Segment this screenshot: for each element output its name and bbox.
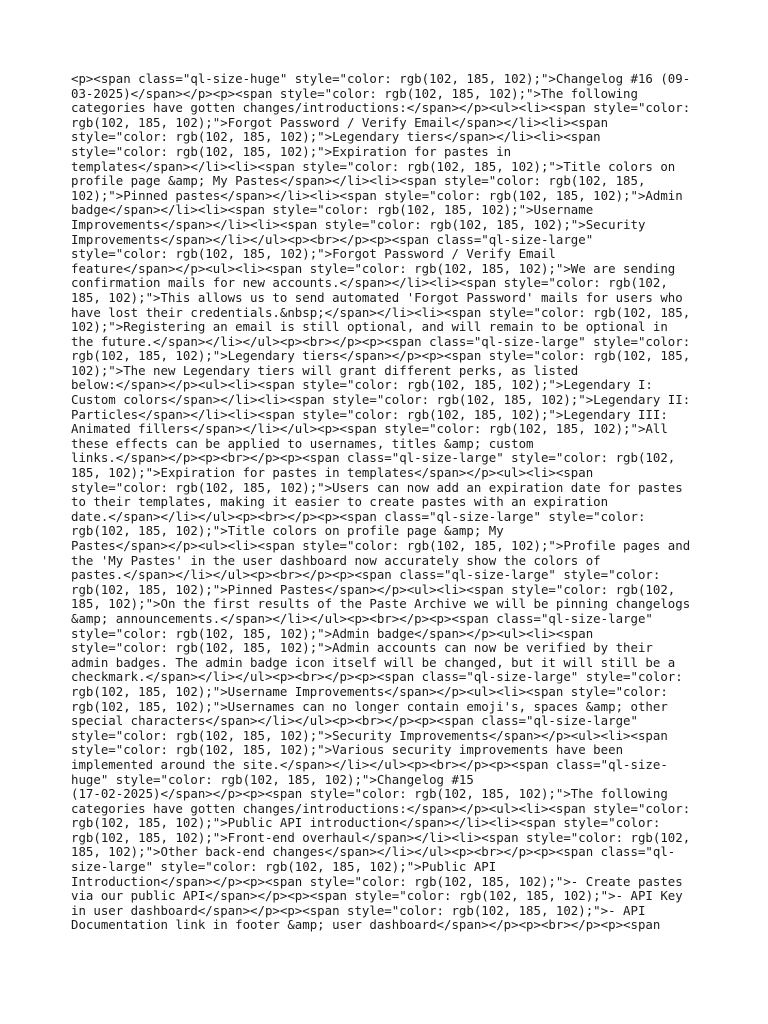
text-line: categories have gotten changes/introductions:</span></p><ul><li><span style="color: [71, 800, 691, 816]
text-line: style="color: rgb(102, 185, 102);">Users can now add an expiration date for pastes [71, 479, 683, 495]
text-line: rgb(102, 185, 102);">Front-end overhaul</span></li><li><span style="color: rgb(102, [71, 829, 691, 845]
text-line: Introduction</span></p><p><span style="color: rgb(102, 185, 102);">- Create pastes [71, 873, 683, 889]
text-line: size-large" style="color: rgb(102, 185, 102);">Public API [71, 859, 497, 875]
text-line: rgb(102, 185, 102);">Forgot Password / Verify Email</span></li><li><span [71, 114, 609, 130]
text-line: rgb(102, 185, 102);">Public API introduction</span></li><li><span style="color: [71, 815, 661, 831]
text-line: Improvements</span></li></ul><p><br></p><p><span class="ql-size-large" [71, 231, 594, 247]
text-line: the 'My Pastes' in the user dashboard now accurately show the colors of [71, 552, 601, 568]
text-line: Improvements</span></li><li><span style="color: rgb(102, 185, 102);">Security [71, 216, 646, 232]
document-page [71, 72, 701, 933]
text-line: have lost their credentials.&nbsp;</span></li><li><span style="color: rgb(102, 185, [71, 304, 691, 320]
text-line: the future.</span></li></ul><p><br></p><p><span class="ql-size-large" style="color: [71, 333, 691, 349]
text-line: &amp; announcements.</span></li></ul><p><br></p><p><span class="ql-size-large" [71, 610, 653, 626]
text-line: rgb(102, 185, 102);">Usernames can no longer contain emoji's, spaces &amp; other [71, 698, 668, 714]
text-line: confirmation mails for new accounts.</span></li><li><span style="color: rgb(102, [71, 275, 668, 291]
text-line: style="color: rgb(102, 185, 102);">Security Improvements</span></p><ul><li><span [71, 727, 668, 743]
text-line: via our public API</span></p><p><span style="color: rgb(102, 185, 102);">- API Key [71, 888, 683, 904]
text-line: style="color: rgb(102, 185, 102);">Expiration for pastes in [71, 143, 512, 159]
text-line: Particles</span></li><li><span style="color: rgb(102, 185, 102);">Legendary III: [71, 406, 668, 422]
text-line: 102);">Pinned pastes</span></li><li><span style="color: rgb(102, 185, 102);">Admin [71, 187, 683, 203]
text-line: 185, 102);">This allows us to send automated 'Forgot Password' mails for users who [71, 289, 683, 305]
text-line: date.</span></li></ul><p><br></p><p><span class="ql-size-large" style="color: [71, 508, 646, 524]
text-line: below:</span></p><ul><li><span style="color: rgb(102, 185, 102);">Legendary I: [71, 377, 653, 393]
text-line: Custom colors</span></li><li><span style="color: rgb(102, 185, 102);">Legendary II: [71, 392, 691, 408]
text-line: templates</span></li><li><span style="color: rgb(102, 185, 102);">Title colors on [71, 158, 676, 174]
text-line: pastes.</span></li></ul><p><br></p><p><span class="ql-size-large" style="color: [71, 567, 661, 583]
text-line: checkmark.</span></li></ul><p><br></p><p><span class="ql-size-large" style="color: [71, 669, 683, 685]
text-line: profile page &amp; My Pastes</span></li><li><span style="color: rgb(102, 185, [71, 173, 646, 189]
text-line: 185, 102);">Other back-end changes</span></li></ul><p><br></p><p><span class="ql- [71, 844, 676, 860]
text-line: Documentation link in footer &amp; user dashboard</span></p><p><br></p><p><span [71, 917, 661, 933]
text-line: 102);">The new Legendary tiers will grant different perks, as listed [71, 362, 579, 378]
text-line: to their templates, making it easier to create pastes with an expiration [71, 494, 609, 510]
text-line: huge" style="color: rgb(102, 185, 102);">Changelog #15 [71, 771, 474, 787]
text-line: rgb(102, 185, 102);">Legendary tiers</span></p><p><span style="color: rgb(102, 185, [71, 348, 691, 364]
text-line: implemented around the site.</span></li></ul><p><br></p><p><span class="ql-size- [71, 756, 668, 772]
html-source-text [71, 72, 701, 933]
text-line: in user dashboard</span></p><p><span style="color: rgb(102, 185, 102);">- API [71, 902, 646, 918]
text-line: badge</span></li><li><span style="color: rgb(102, 185, 102);">Username [71, 202, 594, 218]
text-line: links.</span></p><p><br></p><p><span class="ql-size-large" style="color: rgb(102, [71, 450, 676, 466]
text-line: admin badges. The admin badge icon itself will be changed, but it will still be a [71, 654, 676, 670]
text-line: categories have gotten changes/introductions:</span></p><ul><li><span style="color: [71, 100, 691, 116]
text-line: 185, 102);">Expiration for pastes in templates</span></p><ul><li><span [71, 465, 594, 481]
text-line: (17-02-2025)</span></p><p><span style="color: rgb(102, 185, 102);">The following [71, 786, 668, 802]
text-line: <p><span class="ql-size-huge" style="color: rgb(102, 185, 102);">Changelog #16 (09- [71, 71, 691, 86]
text-line: Pastes</span></p><ul><li><span style="color: rgb(102, 185, 102);">Profile pages and [71, 538, 691, 553]
text-line: Animated fillers</span></li></ul><p><span style="color: rgb(102, 185, 102);">All [71, 421, 668, 437]
text-line: style="color: rgb(102, 185, 102);">Various security improvements have been [71, 742, 624, 758]
text-line: style="color: rgb(102, 185, 102);">Forgot Password / Verify Email [71, 246, 556, 262]
text-line: style="color: rgb(102, 185, 102);">Admin accounts can now be verified by their [71, 640, 653, 656]
text-line: these effects can be applied to usernames, titles &amp; custom [71, 435, 534, 451]
text-line: 185, 102);">On the first results of the Paste Archive we will be pinning changelogs [71, 596, 691, 612]
text-line: rgb(102, 185, 102);">Pinned Pastes</span></p><ul><li><span style="color: rgb(102, [71, 581, 676, 597]
text-line: special characters</span></li></ul><p><br></p><p><span class="ql-size-large" [71, 713, 638, 729]
text-line: feature</span></p><ul><li><span style="color: rgb(102, 185, 102);">We are sending [71, 260, 676, 276]
text-line: 03-2025)</span></p><p><span style="color: rgb(102, 185, 102);">The following [71, 85, 638, 101]
text-line: 102);">Registering an email is still optional, and will remain to be optional in [71, 319, 668, 335]
text-line: style="color: rgb(102, 185, 102);">Admin badge</span></p><ul><li><span [71, 625, 594, 641]
text-line: style="color: rgb(102, 185, 102);">Legendary tiers</span></li><li><span [71, 129, 601, 145]
text-line: rgb(102, 185, 102);">Title colors on profile page &amp; My [71, 523, 504, 539]
text-line: rgb(102, 185, 102);">Username Improvements</span></p><ul><li><span style="color: [71, 683, 668, 699]
